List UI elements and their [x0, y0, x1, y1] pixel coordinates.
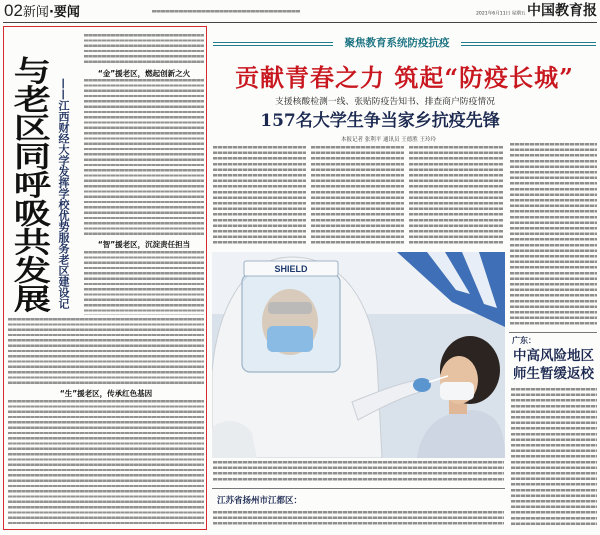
face-shield-label: SHIELD — [274, 264, 308, 274]
main-kicker: 支援核酸检测一线、张贴防疫告知书、排查商户防疫情况 — [275, 97, 495, 107]
feature-subhead-1: “金”援老区，燃起创新之火 — [97, 68, 191, 78]
masthead-logo: 中国教育报 — [527, 3, 597, 19]
feature-subhead-2: “智”援老区，沉淀责任担当 — [97, 240, 191, 249]
side-story-text — [511, 388, 597, 528]
column-banner: 聚焦教育系统防疫抗疫 — [344, 37, 450, 49]
bottom-story-kicker: 江苏省扬州市江都区： — [217, 496, 303, 506]
main-headline: 贡献青春之力 筑起“防疫长城” — [235, 63, 574, 92]
section-name: 新闻 — [22, 5, 49, 20]
feature-title: 与老区同呼吸共发展 — [8, 56, 53, 313]
page-number: 02 — [4, 1, 23, 20]
side-story-title-line-1: 中高风险地区 — [513, 348, 594, 364]
side-story-title-line-2: 师生暂缓返校 — [513, 366, 594, 382]
feature-subtitle: ——江西财经大学发挥学校优势服务老区建设记 — [57, 78, 70, 309]
feature-subhead-3: “生”援老区，传承红色基因 — [59, 389, 153, 398]
side-story-kicker: 广东： — [512, 336, 536, 345]
issue-date: 2021年6月11日 星期五 — [476, 10, 526, 16]
byline: 本报记者 张利平 通讯员 王德胜 王玲玲 — [341, 136, 436, 143]
section-subname: ·要闻 — [48, 5, 80, 20]
side-story-rule — [509, 332, 597, 333]
main-title: 157名大学生争当家乡抗疫先锋 — [260, 111, 500, 131]
